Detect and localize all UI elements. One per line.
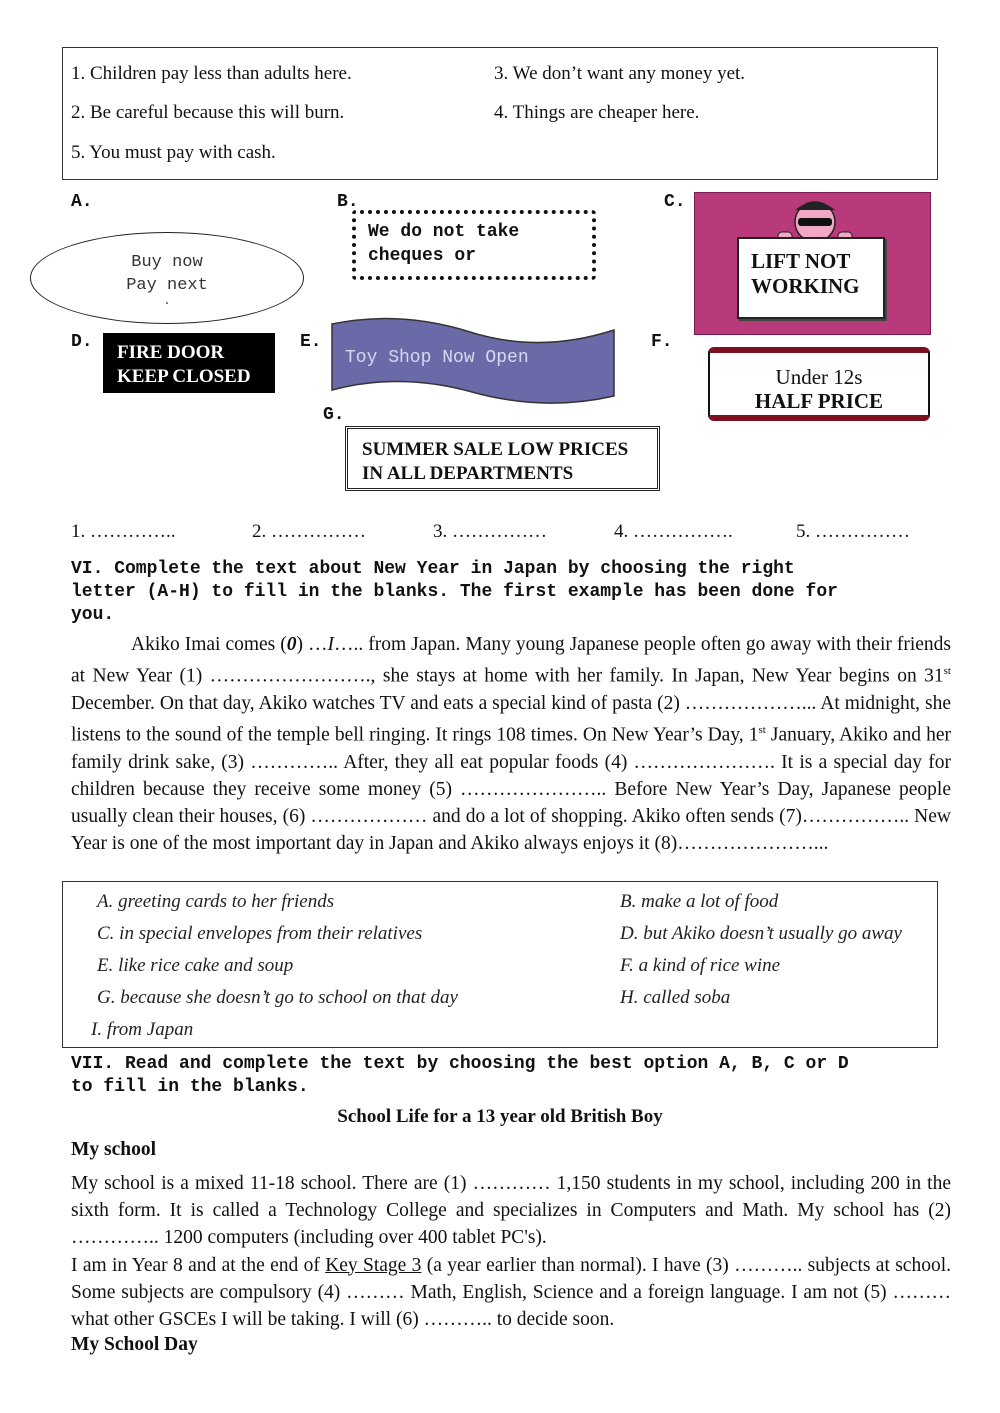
section7-title: School Life for a 13 year old British Boy xyxy=(337,1106,663,1127)
option-f: F. a kind of rice wine xyxy=(620,955,781,976)
statement-4: 4. Things are cheaper here. xyxy=(494,102,700,123)
sign-f-box xyxy=(708,347,930,421)
p-e: January, Akiko and her family drink sake, (3) ………….. After, they all eat popular foods (4) …………………. It is a special day for children because they receive some money (5) ………………….. Before New Year’s Day, Japanese people usually clean their houses, (6) ……………… and do a lot of shopping. Akiko often sends (7)…………….. New Year is one of the most important day in Japan and Akiko always enjoys it (8)…………………... xyxy=(71,724,951,855)
answer-blank-3[interactable]: 3. …………… xyxy=(433,521,547,542)
sign-c-line1: LIFT NOT xyxy=(751,249,851,273)
sign-a-letter: A. xyxy=(71,192,93,212)
answer-blank-1[interactable]: 1. ………….. xyxy=(71,521,176,542)
answer-blank-4[interactable]: 4. ……………. xyxy=(614,521,733,542)
sign-d-black-box xyxy=(103,333,275,393)
p-i: I xyxy=(327,634,334,655)
sign-d-letter: D. xyxy=(71,332,93,352)
subheading-my-school-day: My School Day xyxy=(71,1334,198,1355)
sign-c-letter: C. xyxy=(664,192,686,212)
option-d: D. but Akiko doesn’t usually go away xyxy=(620,923,902,944)
statement-3: 3. We don’t want any money yet. xyxy=(494,63,746,84)
section7-heading-line2: to fill in the blanks. xyxy=(71,1077,309,1097)
sign-c-line2: WORKING xyxy=(751,274,860,298)
option-g: G. because she doesn’t go to school on that day xyxy=(97,987,458,1008)
option-c: C. in special envelopes from their relatives xyxy=(97,923,423,944)
sign-f-letter: F. xyxy=(651,332,673,352)
p2b: (a year earlier than normal). I have (3) ……….. subjects at school. Some subjects are compulsory (4) ……… Math, English, Science and a foreign language. I am not (5) ……… what other GSCEs I will be taking. I will (6) ……….. to decide soon. xyxy=(71,1254,951,1331)
p-a: Akiko Imai comes ( xyxy=(131,634,287,655)
sign-b-line2: cheques or xyxy=(368,246,477,266)
option-e: E. like rice cake and soup xyxy=(97,955,294,976)
option-a: A. greeting cards to her friends xyxy=(97,891,335,912)
sign-a-line1: Buy now xyxy=(131,253,203,272)
p-zero: 0 xyxy=(286,634,297,655)
sign-g-letter: G. xyxy=(323,405,345,425)
option-b: B. make a lot of food xyxy=(620,891,779,912)
option-i: I. from Japan xyxy=(91,1019,194,1040)
sign-c-board xyxy=(737,237,885,319)
sign-a-line2: Pay next xyxy=(126,276,208,295)
p-c: ….. from Japan. Many young Japanese people often go away with their friends at New Year (1) ……………………., she stays at home with her family. In Japan, New Year begins on 31 xyxy=(71,634,951,687)
options-box xyxy=(62,881,938,1048)
statement-5: 5. You must pay with cash. xyxy=(71,142,276,163)
sign-e-text: Toy Shop Now Open xyxy=(345,348,529,368)
statement-2: 2. Be careful because this will burn. xyxy=(71,102,345,123)
section7-heading-line1: VII. Read and complete the text by choosing the best option A, B, C or D xyxy=(71,1054,849,1074)
sign-g-box xyxy=(345,426,660,491)
sign-b-dotted-box xyxy=(352,210,596,280)
sign-d-line2: KEEP CLOSED xyxy=(117,366,251,387)
sign-g-line2: IN ALL DEPARTMENTS xyxy=(362,463,574,484)
option-h: H. called soba xyxy=(620,987,731,1008)
section7-paragraph xyxy=(71,1170,951,1333)
sign-b-line1: We do not take xyxy=(368,222,520,242)
section7-heading xyxy=(71,1053,951,1099)
sign-b-letter: B. xyxy=(337,192,359,212)
section7-p2 xyxy=(71,1252,951,1334)
statement-1: 1. Children pay less than adults here. xyxy=(71,63,352,84)
sign-g-line1: SUMMER SALE LOW PRICES xyxy=(362,439,629,460)
subheading-my-school: My school xyxy=(71,1139,157,1160)
p-st2: st xyxy=(758,724,766,737)
section6-paragraph xyxy=(71,631,951,858)
statements-box xyxy=(62,47,938,180)
p-st1: st xyxy=(943,665,951,678)
section7-p1: My school is a mixed 11-18 school. There are (1) ………… 1,150 students in my school, including 200 in the sixth form. It is called a Technology College and specializes in Computers and Math. My school has (2) ………….. 1200 computers (including over 400 tablet PC's). xyxy=(71,1173,951,1249)
p2a: I am in Year 8 and at the end of xyxy=(71,1254,326,1276)
p-b: ) … xyxy=(296,634,328,655)
section6-heading-line3: you. xyxy=(71,605,115,625)
sign-a-ellipse xyxy=(30,232,304,324)
sign-f-line2: HALF PRICE xyxy=(754,389,884,413)
answer-blank-5[interactable]: 5. …………… xyxy=(796,521,910,542)
section6-heading xyxy=(71,558,951,627)
p-d: December. On that day, Akiko watches TV and eats a special kind of pasta (2) ………………... At midnight, she listens to the sound of the temple bell ringing. It rings 108 times. On New Year’s Day, 1 xyxy=(71,692,951,746)
section6-heading-line1: VI. Complete the text about New Year in Japan by choosing the right xyxy=(71,559,795,579)
sign-a-line3: . xyxy=(163,294,171,308)
answer-blank-2[interactable]: 2. …………… xyxy=(252,521,366,542)
section6-heading-line2: letter (A-H) to fill in the blanks. The first example has been done for xyxy=(71,582,838,602)
sign-e-letter: E. xyxy=(300,332,322,352)
sign-f-line1: Under 12s xyxy=(775,365,863,389)
key-stage-3-link[interactable]: Key Stage 3 xyxy=(325,1254,422,1276)
sign-d-line1: FIRE DOOR xyxy=(117,342,225,363)
